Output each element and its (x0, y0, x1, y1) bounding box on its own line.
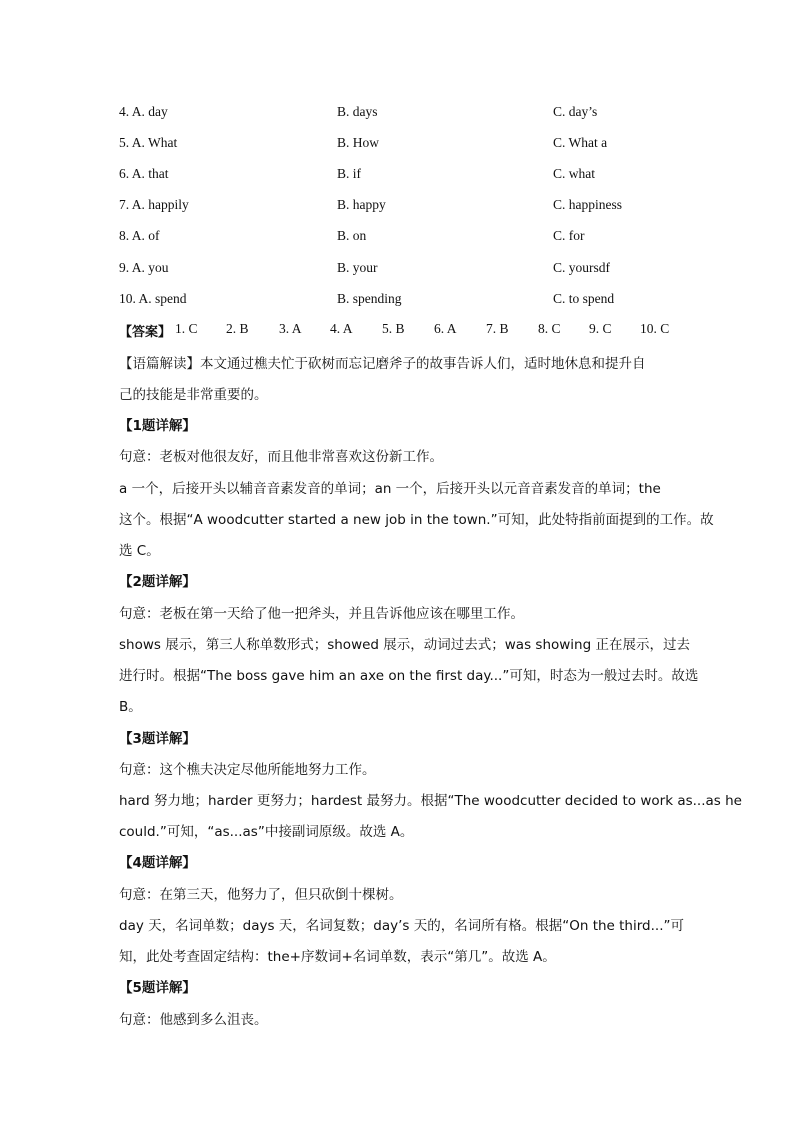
sentence-meaning: 句意：老板对他很友好，而且他非常喜欢这份新工作。 (119, 449, 443, 465)
explanation-line: 进行时。根据“The boss gave him an axe on the first day...”可知，时态为一般过去时。故选 (119, 668, 699, 684)
option-row-7 (0, 197, 794, 217)
option-b: B. spending (337, 291, 402, 306)
answer-item: 8. C (538, 321, 561, 336)
explanation-line: B。 (119, 699, 142, 715)
option-b: B. How (337, 135, 380, 150)
explanation-line: 知，此处考查固定结构：the+序数词+名词单数，表示“第几”。故选 A。 (119, 949, 556, 965)
section-heading-q2: 【2题详解】 (119, 574, 196, 590)
answer-item: 10. C (640, 321, 670, 336)
answer-item: 2. B (226, 321, 249, 336)
sentence-meaning: 句意：老板在第一天给了他一把斧头，并且告诉他应该在哪里工作。 (119, 606, 524, 622)
explanation-line: a 一个，后接开头以辅音音素发音的单词；an 一个，后接开头以元音音素发音的单词；the (119, 481, 661, 497)
sentence-meaning: 句意：在第三天，他努力了，但只砍倒十棵树。 (119, 887, 403, 903)
option-c: C. day’s (553, 104, 598, 119)
option-b: B. if (337, 166, 362, 181)
option-a: 8. A. of (119, 228, 160, 243)
option-b: B. days (337, 104, 378, 119)
option-row-8 (0, 228, 794, 248)
option-c: C. for (553, 228, 585, 243)
option-b: B. happy (337, 197, 386, 212)
option-c: C. yoursdf (553, 260, 610, 275)
explanation-line: day 天，名词单数；days 天，名词复数；day’s 天的，名词所有格。根据“On the third...”可 (119, 918, 684, 934)
answer-item: 5. B (382, 321, 405, 336)
option-row-6 (0, 166, 794, 186)
answer-label: 【答案】 (119, 325, 172, 340)
option-row-5 (0, 135, 794, 155)
option-c: C. what (553, 166, 595, 181)
answer-item: 1. C (175, 321, 198, 336)
option-a: 10. A. spend (119, 291, 187, 306)
passage-summary-cont: 己的技能是非常重要的。 (119, 387, 268, 403)
option-a: 4. A. day (119, 104, 168, 119)
option-c: C. to spend (553, 291, 615, 306)
section-heading-q4: 【4题详解】 (119, 855, 196, 871)
option-b: B. your (337, 260, 378, 275)
option-row-10 (0, 291, 794, 311)
sentence-meaning: 句意：这个樵夫决定尽他所能地努力工作。 (119, 762, 376, 778)
sentence-meaning: 句意：他感到多么沮丧。 (119, 1012, 268, 1028)
option-a: 7. A. happily (119, 197, 189, 212)
explanation-line: 选 C。 (119, 543, 160, 559)
option-row-4 (0, 104, 794, 124)
option-a: 6. A. that (119, 166, 169, 181)
section-heading-q3: 【3题详解】 (119, 731, 196, 747)
section-heading-q5: 【5题详解】 (119, 980, 196, 996)
answer-item: 3. A (279, 321, 302, 336)
option-c: C. What a (553, 135, 608, 150)
explanation-line: hard 努力地；harder 更努力；hardest 最努力。根据“The woodcutter decided to work as...as he (119, 793, 742, 809)
answer-item: 4. A (330, 321, 353, 336)
explanation-line: shows 展示，第三人称单数形式；showed 展示，动词过去式；was showing 正在展示，过去 (119, 637, 690, 653)
option-row-9 (0, 260, 794, 280)
answer-key (119, 321, 679, 341)
explanation-line: 这个。根据“A woodcutter started a new job in the town.”可知，此处特指前面提到的工作。故 (119, 512, 714, 528)
answer-item: 6. A (434, 321, 457, 336)
option-c: C. happiness (553, 197, 622, 212)
option-a: 5. A. What (119, 135, 178, 150)
passage-summary: 【语篇解读】本文通过樵夫忙于砍树而忘记磨斧子的故事告诉人们，适时地休息和提升自 (119, 356, 646, 372)
option-b: B. on (337, 228, 367, 243)
explanation-line: could.”可知，“as...as”中接副词原级。故选 A。 (119, 824, 414, 840)
answer-item: 9. C (589, 321, 612, 336)
answer-item: 7. B (486, 321, 509, 336)
section-heading-q1: 【1题详解】 (119, 418, 196, 434)
option-a: 9. A. you (119, 260, 169, 275)
